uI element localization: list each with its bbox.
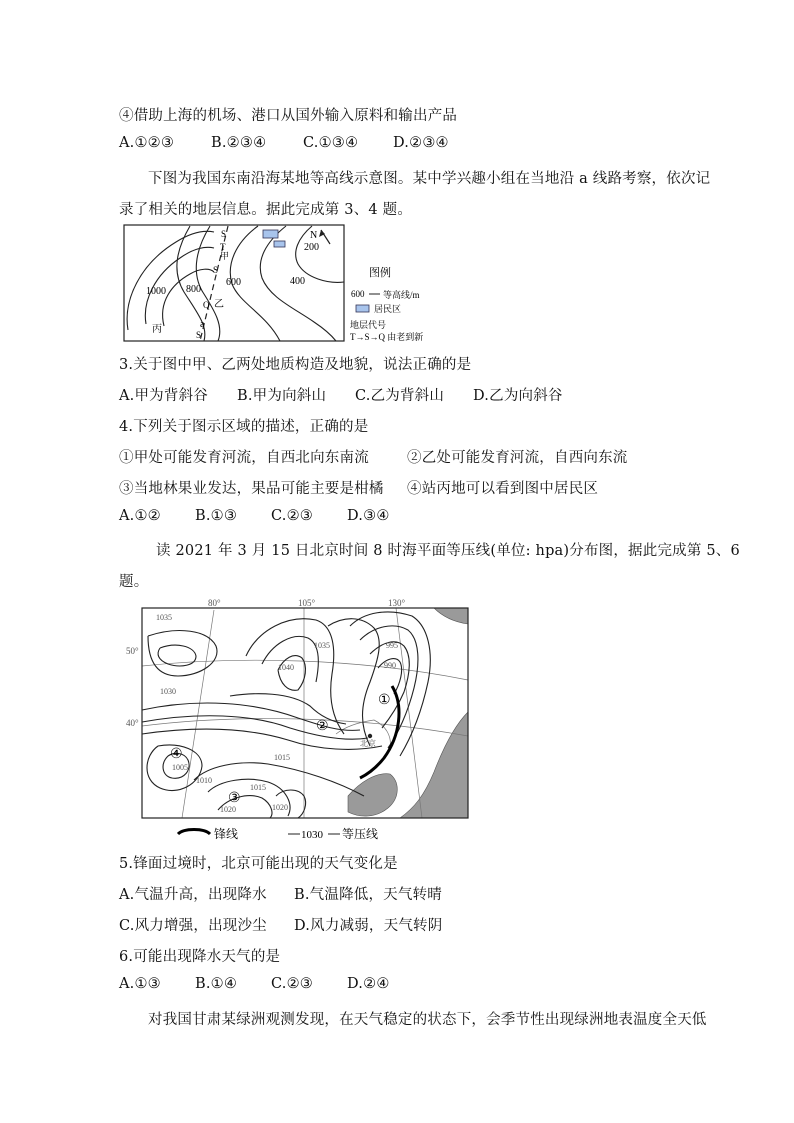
q5-option-b: B.气温降低，天气转晴	[294, 887, 442, 903]
legend-residential-swatch	[356, 305, 369, 312]
q5-option-a: A.气温升高，出现降水	[119, 887, 267, 903]
strata-q: Q	[203, 300, 210, 310]
q5-option-d: D.风力减弱，天气转阴	[294, 918, 443, 934]
q2-options	[119, 135, 449, 151]
parallel-40	[142, 719, 468, 736]
residential-area	[274, 241, 285, 247]
q3-option-a: A.甲为背斜谷	[119, 388, 208, 404]
isobar-map	[126, 596, 478, 844]
legend-strata-sequence: T→S→Q 由老到新	[350, 332, 424, 342]
isobar-label: 1030	[160, 687, 176, 696]
q2-item-4: ④借助上海的机场、港口从国外输入原料和输出产品	[119, 108, 458, 124]
marker-2: ②	[316, 719, 329, 734]
q4-item-3: ③当地林果业发达，果品可能主要是柑橘	[119, 481, 384, 497]
isobar-label: 1035	[156, 613, 172, 622]
lat-label-50: 50°	[126, 646, 139, 656]
q6-stem: 6.可能出现降水天气的是	[119, 949, 281, 965]
contour-label-1000: 1000	[146, 286, 166, 297]
q4-option-b: B.①③	[195, 508, 238, 524]
isobar	[328, 619, 379, 746]
legend-residential: 居民区	[374, 304, 402, 314]
residential-area	[263, 230, 278, 238]
q4-option-a: A.①②	[119, 508, 161, 524]
q6-options	[119, 976, 390, 992]
legend-front: 锋线	[214, 827, 239, 841]
contour-line	[127, 231, 214, 330]
q3-options	[119, 384, 563, 405]
q5-option-c: C.风力增强，出现沙尘	[119, 918, 267, 934]
legend-strata: 地层代号	[350, 320, 387, 330]
isobar	[194, 763, 364, 796]
q4-item-1: ①甲处可能发育河流，自西北向东南流	[119, 450, 369, 466]
north-label: N	[310, 230, 318, 241]
marker-1: ①	[378, 693, 391, 708]
contour-label-400: 400	[290, 276, 305, 287]
land-shading	[348, 774, 397, 816]
q4-stem: 4.下列关于图示区域的描述，正确的是	[119, 419, 369, 435]
isobar	[142, 716, 368, 740]
isobar-label: 1020	[220, 805, 236, 814]
legend-isobar: 等压线	[342, 827, 379, 841]
contour-label-800: 800	[186, 284, 201, 295]
legend-front-swatch	[178, 830, 210, 835]
q4-option-d: D.③④	[347, 508, 390, 524]
marker-3: ③	[228, 791, 241, 806]
q4-item-4: ④站丙地可以看到图中居民区	[407, 481, 599, 497]
contour-label-200: 200	[304, 242, 319, 253]
route-label-a: a	[200, 319, 205, 330]
q2-option-b: B.②③④	[211, 135, 267, 151]
q3-option-b: B.甲为向斜山	[237, 388, 327, 404]
q4-options	[119, 508, 390, 524]
q4-option-c: C.②③	[271, 508, 313, 524]
q3-stem: 3.关于图中甲、乙两处地质构造及地貌，说法正确的是	[119, 357, 472, 373]
q6-option-d: D.②④	[347, 976, 390, 992]
isobar	[230, 694, 346, 724]
strata-s-top: S	[221, 229, 227, 239]
q2-option-d: D.②③④	[393, 135, 449, 151]
strata-t: T	[220, 242, 226, 252]
isobar-label: 1005	[172, 763, 188, 772]
passage2-line2: 题。	[119, 574, 149, 590]
strata-s-bottom: S	[196, 330, 202, 340]
legend-contour: 等高线/m	[383, 290, 420, 300]
isobar-label: 1020	[272, 803, 288, 812]
contour-label-600: 600	[226, 277, 241, 288]
passage1-line1: 下图为我国东南沿海某地等高线示意图。某中学兴趣小组在当地沿 a 线路考察，依次记	[148, 171, 711, 187]
legend-title: 图例	[369, 267, 391, 279]
isobar-label: 1040	[278, 663, 294, 672]
legend-contour-value: 600	[351, 289, 365, 299]
isobar	[350, 612, 430, 756]
lon-label-105: 105°	[298, 598, 316, 608]
q2-option-a: A.①②③	[119, 135, 175, 151]
strata-s-mid: S	[213, 265, 219, 275]
marker-4: ④	[170, 747, 183, 762]
place-yi: 乙	[214, 299, 224, 310]
north-arrowhead-icon	[319, 230, 325, 237]
isobar	[262, 636, 318, 682]
legend-isobar-value: 1030	[301, 829, 323, 841]
contour-map	[118, 222, 448, 344]
q6-option-b: B.①④	[195, 976, 238, 992]
isobar-label: 1035	[314, 641, 330, 650]
q5-stem: 5.锋面过境时，北京可能出现的天气变化是	[119, 856, 398, 872]
q4-item-2: ②乙处可能发育河流，自西向东流	[407, 450, 628, 466]
passage2-line1: 读 2021 年 3 月 15 日北京时间 8 时海平面等压线(单位: hpa)分布图，据此完成第 5、6	[156, 543, 740, 559]
isobar-label: 990	[384, 661, 396, 670]
isobar-label: 1015	[274, 753, 290, 762]
beijing-dot	[368, 734, 372, 738]
passage3-line1: 对我国甘肃某绿洲观测发现，在天气稳定的状态下，会季节性出现绿洲地表温度全天低	[148, 1012, 707, 1028]
q6-option-a: A.①③	[119, 976, 161, 992]
isobar-label: 1010	[196, 776, 212, 785]
isobar-label: 995	[386, 641, 398, 650]
lon-label-130: 130°	[388, 598, 406, 608]
isobar	[370, 642, 409, 728]
q3-option-c: C.乙为背斜山	[355, 388, 445, 404]
q3-option-d: D.乙为向斜谷	[473, 388, 563, 404]
q6-option-c: C.②③	[271, 976, 313, 992]
land-shading	[400, 608, 468, 818]
place-jia: 甲	[220, 251, 230, 261]
passage1-line2: 录了相关的地层信息。据此完成第 3、4 题。	[119, 202, 413, 218]
isobar-label: 1015	[250, 783, 266, 792]
beijing-label: 北京	[360, 739, 376, 748]
lon-label-80: 80°	[208, 598, 221, 608]
lat-label-40: 40°	[126, 718, 139, 728]
place-bing: 丙	[152, 324, 162, 335]
q2-option-c: C.①③④	[303, 135, 359, 151]
